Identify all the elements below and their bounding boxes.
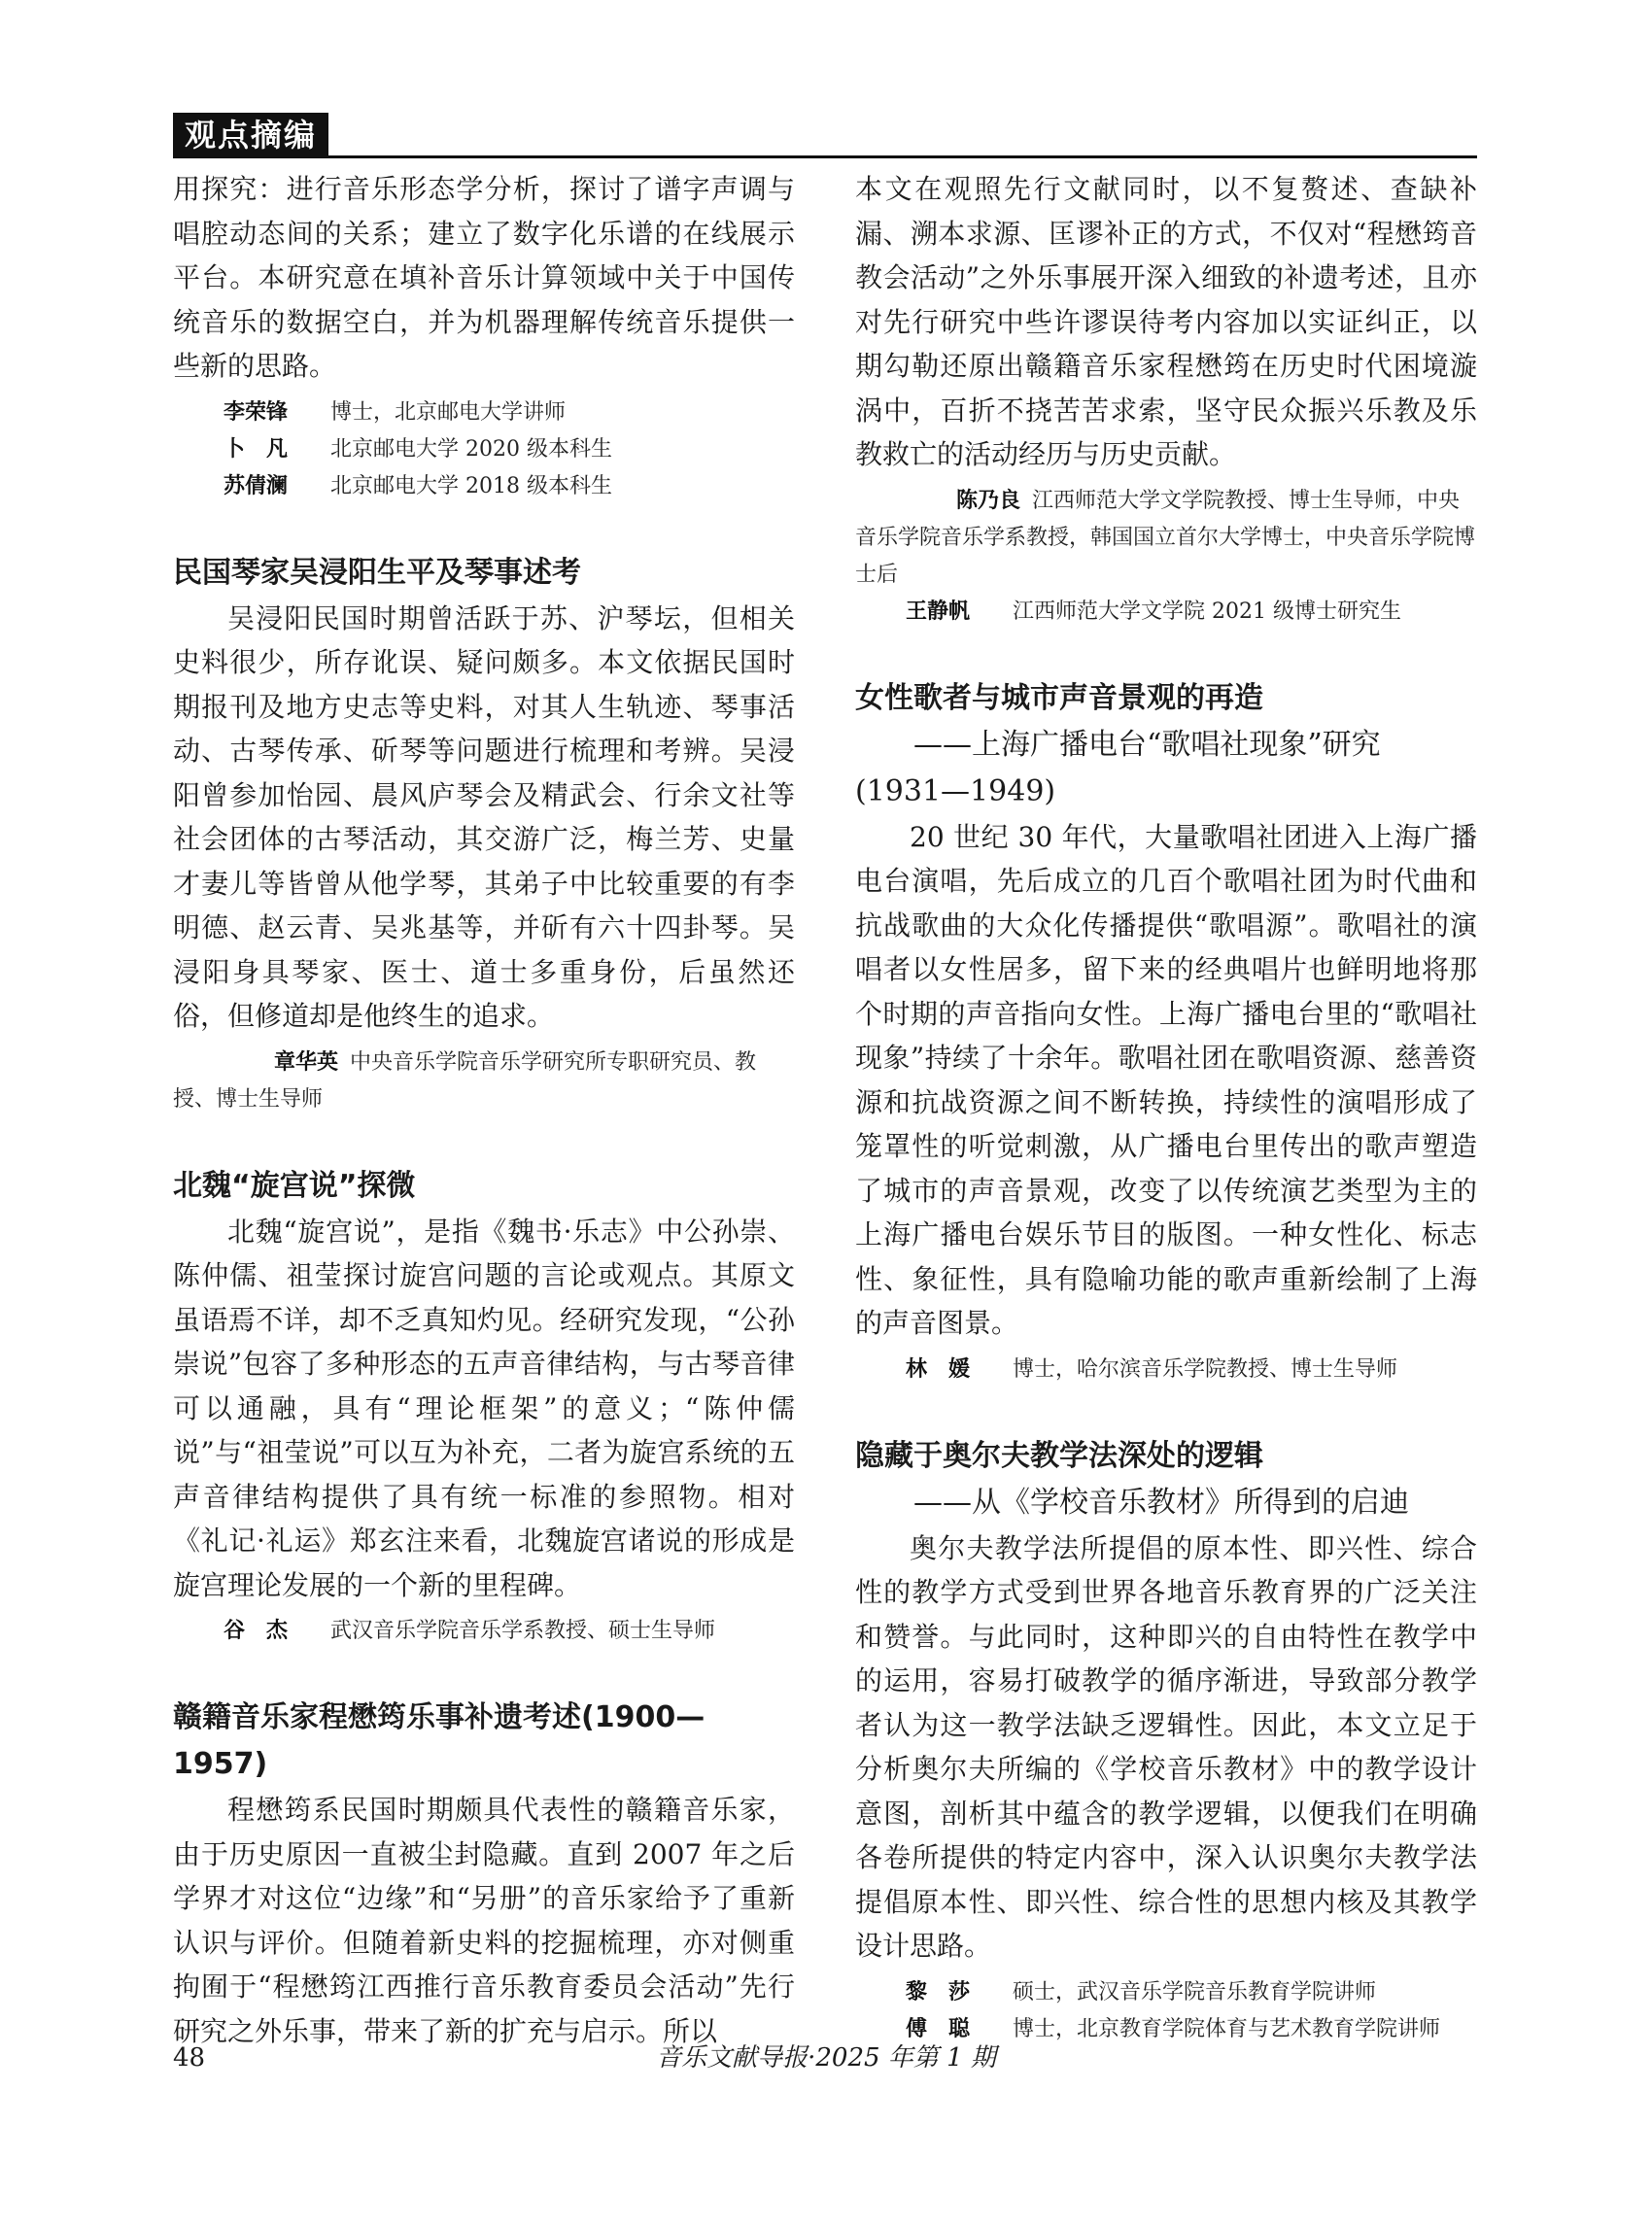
article-title: 女性歌者与城市声音景观的再造 <box>855 680 1263 715</box>
article <box>173 550 795 1118</box>
article-title: 北魏“旋宫说”探微 <box>173 1168 416 1203</box>
author-name: 傅 聪 <box>906 2016 971 2041</box>
author-name: 苏倩澜 <box>224 473 289 498</box>
article <box>855 1433 1477 2048</box>
author-affiliation: 博士，哈尔滨音乐学院教授、博士生导师 <box>1013 1356 1398 1382</box>
author-line <box>855 483 1477 594</box>
author-list <box>173 1613 795 1650</box>
author-line <box>173 394 795 431</box>
article-title: 赣籍音乐家程懋筠乐事补遗考述(1900—1957) <box>173 1700 706 1781</box>
author-line <box>855 1974 1477 2011</box>
author-list <box>173 1045 795 1118</box>
author-name: 陈乃良 <box>956 488 1021 513</box>
article-title: 民国琴家吴浸阳生平及琴事述考 <box>173 555 581 590</box>
article-body: 奥尔夫教学法所提倡的原本性、即兴性、综合性的教学方式受到世界各地音乐教育界的广泛关注和赞誉。与此同时，这种即兴的自由特性在教学中的运用，容易打破教学的循序渐进，导致部分教学者认为这一教学法缺乏逻辑性。因此，本文立足于分析奥尔夫所编的《学校音乐教材》中的教学设计意图，剖析其中蕴含的教学逻辑，以便我们在明确各卷所提供的特定内容中，深入认识奥尔夫教学法提倡原本性、即兴性、综合性的思想内核及其教学设计思路。 <box>855 1531 1477 1962</box>
author-affiliation: 江西师范大学文学院教授、博士生导师，中央音乐学院音乐学系教授，韩国国立首尔大学博士，中央音乐学院博士后 <box>855 488 1476 587</box>
article-body: 北魏“旋宫说”，是指《魏书·乐志》中公孙崇、陈仲儒、祖莹探讨旋宫问题的言论或观点。其原文虽语焉不详，却不乏真知灼见。经研究发现，“公孙崇说”包容了多种形态的五声音律结构，与古琴音律可以通融，具有“理论框架”的意义；“陈仲儒说”与“祖莹说”可以互为补充，二者为旋宫系统的五声音律结构提供了具有统一标准的参照物。相对《礼记·礼运》郑玄注来看，北魏旋宫诸说的形成是旋宫理论发展的一个新的里程碑。 <box>173 1215 795 1601</box>
author-list <box>173 394 795 505</box>
article-body: 吴浸阳民国时期曾活跃于苏、沪琴坛，但相关史料很少，所存讹误、疑问颇多。本文依据民国时期报刊及地方史志等史料，对其人生轨迹、琴事活动、古琴传承、斫琴等问题进行梳理和考辨。吴浸阳曾参加怡园、晨风庐琴会及精武会、行余文社等社会团体的古琴活动，其交游广泛，梅兰芳、史量才妻儿等皆曾从他学琴，其弟子中比较重要的有李明德、赵云青、吴兆基等，并斫有六十四卦琴。吴浸阳身具琴家、医士、道士多重身份，后虽然还俗，但修道却是他终生的追求。 <box>173 601 795 1032</box>
author-name: 王静帆 <box>906 599 971 624</box>
author-list <box>855 483 1477 631</box>
article <box>173 1695 795 2053</box>
article-subtitle: ——从《学校音乐教材》所得到的启迪 <box>913 1485 1409 1520</box>
right-column <box>855 167 1477 2048</box>
author-line <box>173 431 795 468</box>
page-number: 48 <box>173 2043 206 2073</box>
author-affiliation: 江西师范大学文学院 2021 级博士研究生 <box>1013 599 1401 624</box>
author-line <box>173 1613 795 1650</box>
author-name: 章华英 <box>274 1049 339 1075</box>
section-tag: 观点摘编 <box>173 113 328 157</box>
author-name: 卜 凡 <box>224 436 289 462</box>
left-column <box>173 167 795 2053</box>
article-body: 本文在观照先行文献同时，以不复赘述、查缺补漏、溯本求源、匡谬补正的方式，不仅对“程懋筠音教会活动”之外乐事展开深入细致的补遗考述，且亦对先行研究中些许谬误待考内容加以实证纠正，以期勾勒还原出赣籍音乐家程懋筠在历史时代困境漩涡中，百折不挠苦苦求索，坚守民众振兴乐教及乐教救亡的活动经历与历史贡献。 <box>855 173 1477 470</box>
header-rule <box>173 155 1477 158</box>
author-affiliation: 硕士，武汉音乐学院音乐教育学院讲师 <box>1013 1979 1377 2004</box>
author-affiliation: 北京邮电大学 2018 级本科生 <box>330 473 612 498</box>
author-affiliation: 中央音乐学院音乐学研究所专职研究员、教授、博士生导师 <box>173 1049 757 1112</box>
article <box>855 675 1477 1388</box>
author-affiliation: 博士，北京教育学院体育与艺术教育学院讲师 <box>1013 2016 1441 2041</box>
article-subtitle: ——上海广播电台“歌唱社现象”研究 <box>913 727 1381 762</box>
author-affiliation: 博士，北京邮电大学讲师 <box>330 399 567 425</box>
author-name: 黎 莎 <box>906 1979 971 2004</box>
article-title: 隐藏于奥尔夫教学法深处的逻辑 <box>855 1438 1263 1473</box>
author-affiliation: 武汉音乐学院音乐学系教授、硕士生导师 <box>330 1619 716 1643</box>
author-line <box>855 594 1477 631</box>
author-list <box>855 1352 1477 1388</box>
author-list <box>855 1974 1477 2048</box>
author-name: 李荣锋 <box>224 399 289 425</box>
article-subtitle-continued: (1931—1949) <box>855 773 1056 808</box>
article-body: 20 世纪 30 年代，大量歌唱社团进入上海广播电台演唱，先后成立的几百个歌唱社团为时代曲和抗战歌曲的大众化传播提供“歌唱源”。歌唱社的演唱者以女性居多，留下来的经典唱片也鲜明地将那个时期的声音指向女性。上海广播电台里的“歌唱社现象”持续了十余年。歌唱社团在歌唱资源、慈善资源和抗战资源之间不断转换，持续性的演唱形成了笼罩性的听觉刺激，从广播电台里传出的歌声塑造了城市的声音景观，改变了以传统演艺类型为主的上海广播电台娱乐节目的版图。一种女性化、标志性、象征性，具有隐喻功能的歌声重新绘制了上海的声音图景。 <box>855 820 1477 1339</box>
article-continued <box>855 167 1477 631</box>
author-name: 谷 杰 <box>224 1619 289 1643</box>
article-continued <box>173 167 795 505</box>
author-line <box>173 1045 795 1118</box>
journal-issue: 音乐文献导报·2025 年第 1 期 <box>656 2043 996 2073</box>
article <box>173 1163 795 1651</box>
author-line <box>855 1352 1477 1388</box>
article-body: 用探究：进行音乐形态学分析，探讨了谱字声调与唱腔动态间的关系；建立了数字化乐谱的在线展示平台。本研究意在填补音乐计算领域中关于中国传统音乐的数据空白，并为机器理解传统音乐提供一些新的思路。 <box>173 173 795 382</box>
article-body: 程懋筠系民国时期颇具代表性的赣籍音乐家，由于历史原因一直被尘封隐藏。直到 2007 年之后学界才对这位“边缘”和“另册”的音乐家给予了重新认识与评价。但随着新史料的挖掘梳理，亦对侧重拘囿于“程懋筠江西推行音乐教育委员会活动”先行研究之外乐事，带来了新的扩充与启示。所以 <box>173 1794 795 2047</box>
author-line <box>855 2011 1477 2048</box>
author-name: 林 媛 <box>906 1356 971 1382</box>
author-affiliation: 北京邮电大学 2020 级本科生 <box>330 436 612 462</box>
author-line <box>173 468 795 505</box>
